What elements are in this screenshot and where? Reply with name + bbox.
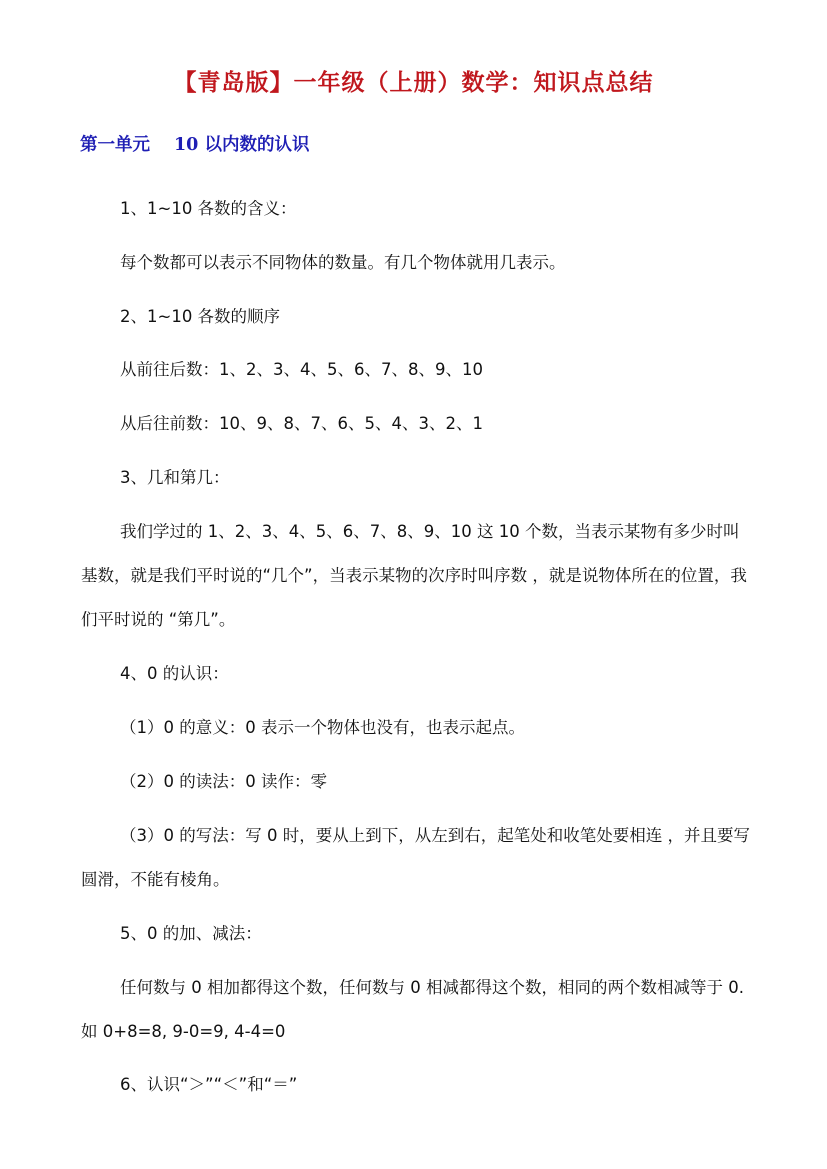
document-title: 【青岛版】一年级（上册）数学：知识点总结 <box>173 69 654 96</box>
ordinal-cardinal-paragraph: 我们学过的 1、2、3、4、5、6、7、8、9、10 这 10 个数，当表示某物有多少时叫基数，就是我们平时说的“几个”，当表示某物的次序时叫序数 ，就是说物体所在的位置，我们平时说的 “第几”。 <box>81 522 747 629</box>
zero-meaning-line: （1）0 的意义：0 表示一个物体也没有，也表示起点。 <box>120 718 525 737</box>
unit-heading <box>80 131 309 156</box>
point-1-text: 每个数都可以表示不同物体的数量。有几个物体就用几表示。 <box>120 253 566 272</box>
point-4-heading: 4、0 的认识： <box>120 664 229 683</box>
point-2-heading: 2、1~10 各数的顺序 <box>120 307 281 326</box>
unit-label: 第一单元 <box>80 135 150 155</box>
point-5-heading: 5、0 的加、减法： <box>120 924 262 943</box>
zero-add-subtract-paragraph: 任何数与 0 相加都得这个数，任何数与 0 相减都得这个数，相同的两个数相减等于 0.如 0+8=8, 9-0=9, 4-4=0 <box>81 978 744 1041</box>
count-forward-line: 从前往后数：1、2、3、4、5、6、7、8、9、10 <box>120 360 483 379</box>
point-6-heading: 6、认识“＞”“＜”和“＝” <box>120 1075 298 1094</box>
zero-writing-paragraph: （3）0 的写法：写 0 时，要从上到下，从左到右，起笔处和收笔处要相连 ，并且要写圆滑，不能有棱角。 <box>81 826 750 889</box>
count-backward-line: 从后往前数：10、9、8、7、6、5、4、3、2、1 <box>120 414 483 433</box>
unit-topic: 10 以内数的认识 <box>174 135 310 155</box>
point-3-heading: 3、几和第几： <box>120 468 230 487</box>
zero-reading-line: （2）0 的读法：0 读作：零 <box>120 772 327 791</box>
point-1-heading: 1、1~10 各数的含义： <box>120 199 297 218</box>
